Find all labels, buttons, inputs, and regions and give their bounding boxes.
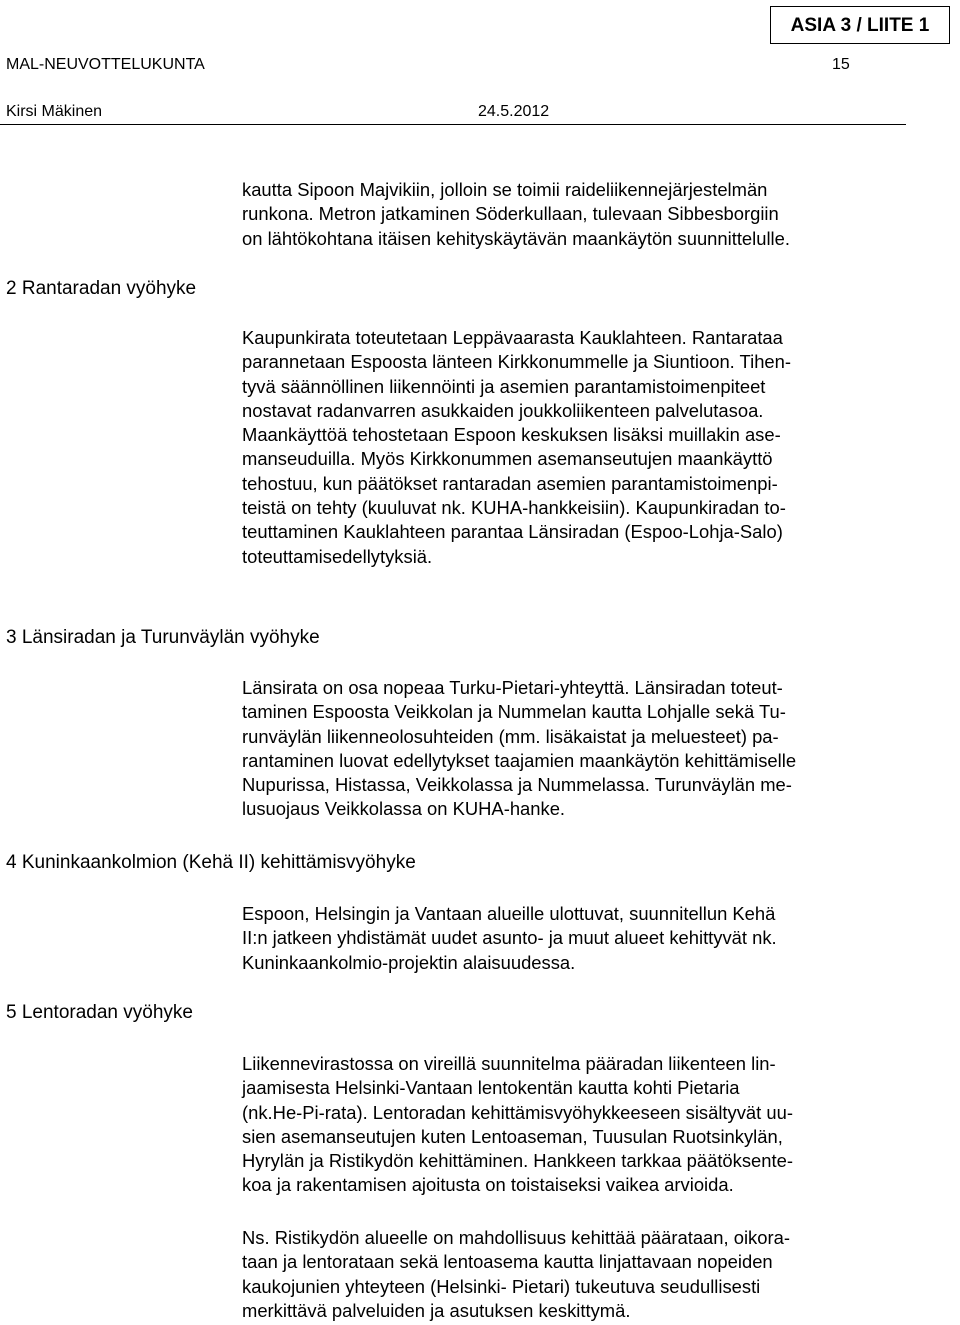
paragraph-intro-continuation: kautta Sipoon Majvikiin, jolloin se toimii raideliikennejärjestelmän runkona. Metron jatkaminen Söderkullaan, tulevaan Sibbesborgiin on lähtökohtana itäisen kehityskäytävän maankäytön suunnittelulle. xyxy=(242,179,790,249)
paragraph-ristikyto: Ns. Ristikydön alueelle on mahdollisuus kehittää päärataan, oikora- taan ja lentorataan sekä lentoasema kautta linjattavaan nopeiden kaukojunien yhteyteen (Helsinki- Pietari) tukeutuva seudullisesti merkittävä palveluiden ja asutuksen keskittymä. xyxy=(242,1227,790,1321)
header-divider xyxy=(0,124,906,125)
paragraph-rantarata: Kaupunkirata toteutetaan Leppävaarasta Kauklahteen. Rantarataa parannetaan Espoosta länteen Kirkkonummelle ja Siuntioon. Tihen- tyvä säännöllinen liikennöinti ja asemien parantamistoimenpiteet nostavat radanvarren asukkaiden joukkoliikenteen palvelutasoa. Maankäyttöä tehostetaan Espoon keskuksen lisäksi muillakin ase- manseuduilla. Myös Kirkkonummen asemanseutujen maankäyttö tehostuu, kun päätökset rantaradan asemien parantamistoimenpi- teistä on tehty (kuuluvat nk. KUHA-hankkeisiin). Kaupunkiradan to- teuttaminen Kauklahteen parantaa Länsiradan (Espoo-Lohja-Salo) toteuttamisedellytyksiä. xyxy=(242,327,791,567)
paragraph-lansirata: Länsirata on osa nopeaa Turku-Pietari-yhteyttä. Länsiradan toteut- taminen Espoosta Veikkolan ja Nummelan kautta Lohjalle sekä Tu- runväylän liikenneolosuhteiden (mm. lisäkaistat ja meluesteet) pa- rantaminen luovat edellytykset taajamien maankäytön kehittämiselle Nupurissa, Histassa, Veikkolassa ja Nummelassa. Turunväylän me- lusuojaus Veikkolassa on KUHA-hanke. xyxy=(242,677,797,820)
attachment-badge: ASIA 3 / LIITE 1 xyxy=(770,6,950,44)
paragraph-lentorata: Liikennevirastossa on vireillä suunnitelma pääradan liikenteen lin- jaamisesta Helsinki-Vantaan lentokentän kautta kohti Pietaria (nk.He-Pi-rata). Lentoradan kehittämisvyöhykkeeseen sisältyvät uu- sien asemanseutujen kuten Lentoaseman, Tuusulan Ruotsinkylän, Hyrylän ja Ristikydön kehittäminen. Hankkeen tarkkaa päätöksente- koa ja rakentamisen ajoitusta on toistaiseksi vaikea arvioida. xyxy=(242,1053,793,1196)
organization-name: MAL-NEUVOTTELUKUNTA xyxy=(6,56,205,73)
section-heading-lentorata: 5 Lentoradan vyöhyke xyxy=(6,1002,193,1023)
document-date: 24.5.2012 xyxy=(478,103,550,120)
section-heading-rantarata: 2 Rantaradan vyöhyke xyxy=(6,278,197,299)
author-name: Kirsi Mäkinen xyxy=(6,103,103,120)
section-heading-kuninkaankolmio: 4 Kuninkaankolmion (Kehä II) kehittämisvyöhyke xyxy=(6,852,416,873)
paragraph-kuninkaankolmio: Espoon, Helsingin ja Vantaan alueille ulottuvat, suunnitellun Kehä II:n jatkeen yhdistämät uudet asunto- ja muut alueet kehittyvät nk. Kuninkaankolmio-projektin alaisuudessa. xyxy=(242,903,777,973)
section-heading-lansirata: 3 Länsiradan ja Turunväylän vyöhyke xyxy=(6,627,320,648)
page-number: 15 xyxy=(832,56,850,73)
